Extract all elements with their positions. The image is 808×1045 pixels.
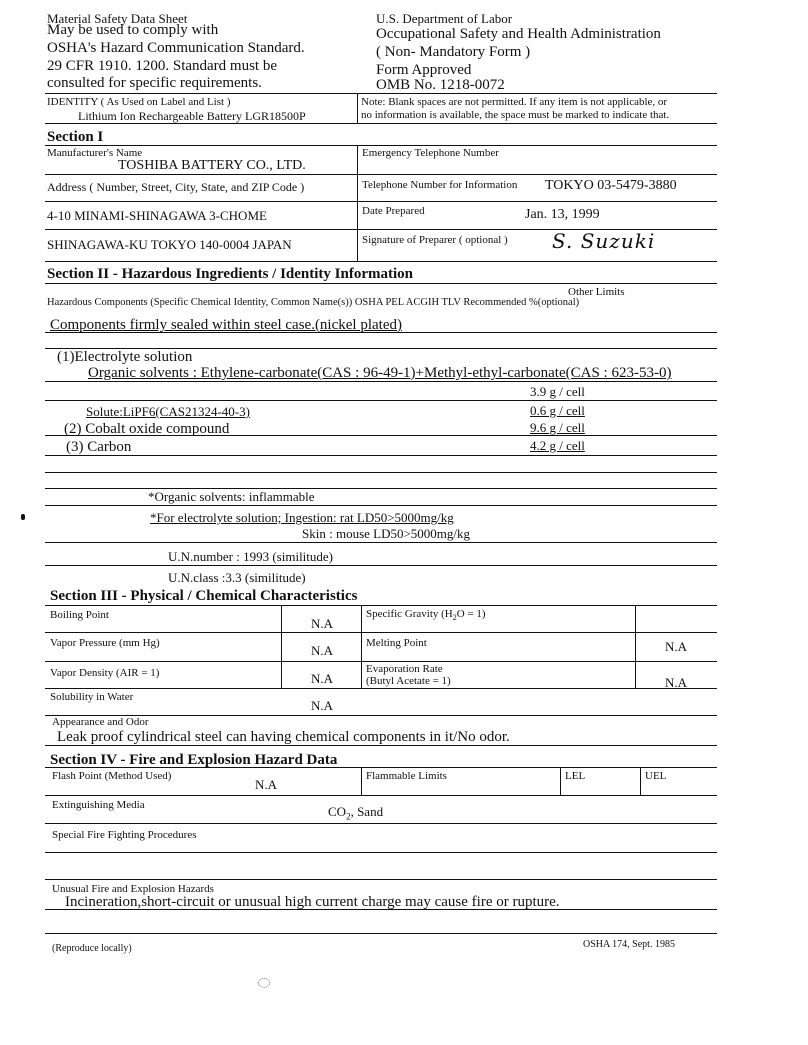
un-number: U.N.number : 1993 (similitude) — [168, 549, 334, 564]
address-line-2: SHINAGAWA-KU TOKYO 140-0004 JAPAN — [47, 237, 292, 252]
amount-organic: 3.9 g / cell — [530, 384, 585, 399]
rule — [45, 488, 717, 489]
manufacturer-label: Manufacturer's Name — [47, 147, 143, 159]
gravity-label-text: Specific Gravity (H — [366, 608, 453, 620]
rule — [281, 605, 282, 688]
rule — [560, 767, 561, 795]
rule — [361, 605, 362, 688]
section-4-title: Section IV - Fire and Explosion Hazard Data — [50, 752, 338, 768]
phone-value: TOKYO 03-5479-3880 — [545, 178, 677, 193]
boiling-label: Boiling Point — [50, 609, 109, 621]
gravity-label — [366, 609, 486, 622]
vapor-density-label: Vapor Density (AIR = 1) — [50, 667, 160, 679]
rule — [45, 283, 717, 284]
evaporation-value: N.A — [665, 675, 688, 690]
rule — [635, 605, 636, 688]
rule — [45, 795, 717, 796]
rule — [45, 632, 717, 633]
vapor-pressure-label: Vapor Pressure (mm Hg) — [50, 637, 160, 649]
rule — [45, 435, 717, 436]
extinguishing-value-sub: 2 — [346, 811, 351, 822]
header-right-line-2: ( Non- Mandatory Form ) — [376, 44, 531, 60]
rule — [45, 661, 717, 662]
solubility-value: N.A — [311, 698, 334, 713]
rule — [45, 400, 717, 401]
rule — [45, 472, 717, 473]
rule — [45, 909, 717, 910]
rule — [45, 381, 717, 382]
evaporation-label-1: Evaporation Rate — [366, 663, 443, 675]
organic-solvents-line: Organic solvents : Ethylene-carbonate(CAS : 96-49-1)+Methyl-ethyl-carbonate(CAS : 623-53-0) — [88, 365, 672, 381]
identity-label: IDENTITY ( As Used on Label and List ) — [47, 96, 231, 108]
cobalt-line: (2) Cobalt oxide compound — [64, 421, 230, 437]
vapor-pressure-value: N.A — [311, 643, 334, 658]
rule — [45, 145, 717, 146]
rule — [45, 565, 717, 566]
header-right-line-1: Occupational Safety and Health Administration — [376, 26, 661, 42]
section-2-title: Section II - Hazardous Ingredients / Identity Information — [47, 266, 413, 282]
scan-mark-left — [21, 514, 25, 520]
header-right-line-3: Form Approved — [376, 62, 472, 78]
footer-right: OSHA 174, Sept. 1985 — [583, 939, 675, 950]
header-cut-right: U.S. Department of Labor — [376, 11, 513, 26]
header-cut-left: Material Safety Data Sheet — [47, 11, 188, 26]
identity-value: Lithium Ion Rechargeable Battery LGR18500P — [78, 109, 306, 123]
flammable-limits-label: Flammable Limits — [366, 770, 447, 782]
rule — [45, 261, 717, 262]
gravity-label-sub: 2 — [452, 613, 457, 623]
rule — [45, 201, 717, 202]
note-inflammable: *Organic solvents: inflammable — [148, 489, 315, 504]
header-left-line-3: 29 CFR 1910. 1200. Standard must be — [47, 58, 278, 74]
extinguishing-label: Extinguishing Media — [52, 799, 145, 811]
rule — [357, 145, 358, 261]
extinguishing-value-a: CO — [328, 804, 347, 819]
rule — [45, 688, 717, 689]
identity-note-2: no information is available, the space must be marked to indicate that. — [361, 109, 670, 121]
rule — [45, 93, 717, 94]
section-2-column-header: Hazardous Components (Specific Chemical Identity, Common Name(s)) OSHA PEL ACGIH TLV Recommended %(optional) — [47, 297, 580, 308]
melting-label: Melting Point — [366, 637, 427, 649]
footer-left: (Reproduce locally) — [52, 943, 132, 954]
uel-label: UEL — [645, 770, 667, 782]
amount-carbon: 4.2 g / cell — [530, 438, 585, 453]
header-right-line-4: OMB No. 1218-0072 — [376, 77, 505, 93]
unusual-hazards-label: Unusual Fire and Explosion Hazards — [52, 883, 214, 895]
signature-label: Signature of Preparer ( optional ) — [362, 234, 508, 246]
section-3-title: Section III - Physical / Chemical Characteristics — [50, 588, 358, 604]
rule — [640, 767, 641, 795]
vapor-density-value: N.A — [311, 671, 334, 686]
signature-value: S. Suzuki — [552, 229, 656, 253]
unusual-hazards-value: Incineration,short-circuit or unusual high current charge may cause fire or rupture. — [65, 894, 560, 910]
rule — [45, 174, 717, 175]
header-left-line-2: OSHA's Hazard Communication Standard. — [47, 40, 305, 56]
rule — [361, 767, 362, 795]
note-skin: Skin : mouse LD50>5000mg/kg — [302, 526, 471, 541]
gravity-label-tail: O = 1) — [456, 608, 486, 620]
rule — [45, 455, 717, 456]
manufacturer-value: TOSHIBA BATTERY CO., LTD. — [118, 158, 306, 173]
date-value: Jan. 13, 1999 — [525, 207, 600, 222]
flash-point-value: N.A — [255, 777, 278, 792]
rule — [45, 933, 717, 934]
address-line-1: 4-10 MINAMI-SHINAGAWA 3-CHOME — [47, 208, 267, 223]
rule — [45, 852, 717, 853]
carbon-line: (3) Carbon — [66, 439, 132, 455]
flash-point-label: Flash Point (Method Used) — [52, 770, 172, 782]
section-1-title: Section I — [47, 129, 104, 145]
lel-label: LEL — [565, 770, 586, 782]
date-label: Date Prepared — [362, 205, 425, 217]
header-left-line-4: consulted for specific requirements. — [47, 75, 262, 91]
rule — [45, 542, 717, 543]
emergency-label: Emergency Telephone Number — [362, 147, 499, 159]
rule — [45, 767, 717, 768]
extinguishing-value-b: , Sand — [350, 804, 384, 819]
address-label: Address ( Number, Street, City, State, and ZIP Code ) — [47, 180, 305, 194]
melting-value: N.A — [665, 639, 688, 654]
electrolyte-line: (1)Electrolyte solution — [57, 349, 193, 365]
extinguishing-value — [328, 805, 383, 822]
note-ingestion: *For electrolyte solution; Ingestion: rat LD50>5000mg/kg — [150, 510, 454, 525]
rule — [45, 823, 717, 824]
evaporation-label-2: (Butyl Acetate = 1) — [366, 675, 451, 687]
other-limits-label: Other Limits — [568, 286, 625, 298]
rule — [45, 879, 717, 880]
rule — [45, 605, 717, 606]
phone-label: Telephone Number for Information — [362, 179, 518, 191]
rule — [45, 505, 717, 506]
scan-mark-bottom — [258, 978, 270, 988]
boiling-value: N.A — [311, 616, 334, 631]
amount-solute: 0.6 g / cell — [530, 403, 585, 418]
header-left-line-1: May be used to comply with — [47, 22, 219, 38]
un-class: U.N.class :3.3 (similitude) — [168, 570, 306, 585]
rule — [45, 123, 717, 124]
amount-cobalt: 9.6 g / cell — [530, 420, 585, 435]
appearance-value: Leak proof cylindrical steel can having chemical components in it/No odor. — [57, 729, 510, 745]
identity-note-1: Note: Blank spaces are not permitted. If any item is not applicable, or — [361, 96, 668, 108]
solute-line: Solute:LiPF6(CAS21324-40-3) — [86, 404, 250, 419]
special-procedures-label: Special Fire Fighting Procedures — [52, 829, 197, 841]
rule — [45, 332, 717, 333]
components-line: Components firmly sealed within steel case.(nickel plated) — [50, 317, 402, 333]
solubility-label: Solubility in Water — [50, 691, 134, 703]
appearance-label: Appearance and Odor — [52, 716, 149, 728]
rule — [45, 745, 717, 746]
rule — [357, 93, 358, 123]
